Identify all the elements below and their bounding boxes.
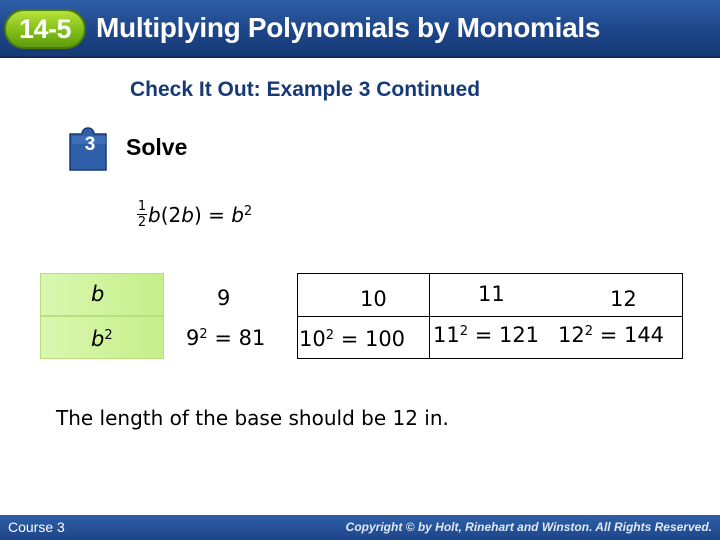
row1-header: b: [91, 282, 105, 306]
square-11-result: = 121: [468, 323, 540, 347]
value-10: 10: [360, 287, 387, 311]
square-9-result: = 81: [207, 326, 266, 350]
conclusion-text: The length of the base should be 12 in.: [56, 406, 449, 430]
copyright-notice: Copyright © by Holt, Rinehart and Winston. All Rights Reserved.: [345, 520, 712, 534]
square-12-result: = 144: [593, 323, 665, 347]
value-9: 9: [217, 286, 231, 310]
eq-exponent: 2: [243, 204, 253, 219]
footer-bar: [0, 515, 720, 540]
fraction-numerator: 1: [137, 199, 147, 214]
eq-var3: b: [231, 203, 244, 227]
eq-var: b: [148, 203, 161, 227]
page-title: Multiplying Polynomials by Monomials: [96, 12, 601, 43]
step-number: 3: [84, 134, 96, 155]
row2-header-exp: 2: [104, 328, 113, 343]
square-11-base: 11: [433, 323, 460, 347]
square-11-exp: 2: [459, 324, 469, 339]
eq-var2: b: [181, 203, 194, 227]
table-header-b-squared: [40, 316, 164, 359]
square-12: [558, 323, 664, 347]
square-11: [433, 323, 539, 347]
square-9-exp: 2: [199, 327, 208, 342]
row-divider: [297, 316, 683, 317]
eq-mid: (2: [160, 203, 182, 227]
equation-body: [148, 203, 252, 227]
title-bar: [0, 0, 720, 58]
square-9-base: 9: [186, 326, 200, 350]
row2-header: [91, 327, 113, 351]
table-header-b: [40, 273, 164, 316]
square-10: [299, 327, 405, 351]
square-9: [186, 326, 265, 350]
course-label: Course 3: [8, 519, 65, 535]
square-10-exp: 2: [325, 328, 335, 343]
row2-header-var: b: [91, 327, 105, 351]
value-11: 11: [478, 282, 505, 306]
fraction-denominator: 2: [137, 215, 147, 230]
square-12-exp: 2: [584, 324, 594, 339]
square-12-base: 12: [558, 323, 585, 347]
lesson-badge: [4, 9, 86, 49]
lesson-number: 14-5: [18, 14, 72, 44]
values-table: [40, 273, 683, 359]
value-12: 12: [610, 287, 637, 311]
eq-close: ) =: [193, 203, 232, 227]
example-subtitle: Check It Out: Example 3 Continued: [130, 78, 481, 101]
fraction-one-half: [137, 200, 147, 229]
step-label: Solve: [126, 134, 188, 160]
square-10-base: 10: [299, 327, 326, 351]
square-10-result: = 100: [334, 327, 406, 351]
